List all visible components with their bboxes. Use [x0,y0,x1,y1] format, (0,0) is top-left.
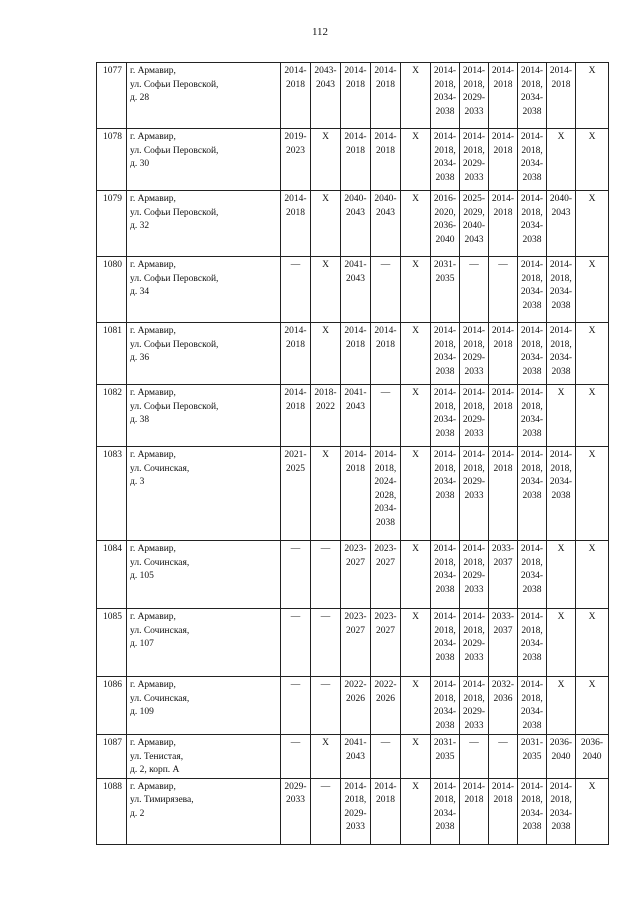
period-cell: — [281,609,311,677]
period-cell: 2014- 2018 [489,129,518,191]
table-row [97,385,609,447]
period-cell: 2014- 2018, 2034- 2038 [518,257,547,323]
period-cell: 2041- 2043 [341,385,371,447]
period-cell: 2016- 2020, 2036- 2040 [431,191,460,257]
period-cell: 2014- 2018 [489,778,518,844]
period-cell: 2014- 2018, 2034- 2038 [518,609,547,677]
page-number: 112 [311,26,329,38]
table-row [97,541,609,609]
period-cell: X [576,385,609,447]
period-cell: — [371,385,401,447]
period-cell: X [401,385,431,447]
period-cell: 2014- 2018, 2029- 2033 [460,677,489,735]
period-cell: 2040- 2043 [341,191,371,257]
period-cell: 2014- 2018, 2024- 2028, 2034- 2038 [371,447,401,541]
period-cell: X [401,778,431,844]
period-cell: 2014- 2018, 2034- 2038 [431,609,460,677]
period-cell: 2014- 2018, 2034- 2038 [547,323,576,385]
period-cell: 2032- 2036 [489,677,518,735]
period-cell: 2014- 2018 [489,385,518,447]
period-cell: X [311,191,341,257]
period-cell: 2014- 2018, 2029- 2033 [341,778,371,844]
period-cell: X [311,735,341,779]
period-cell: — [311,778,341,844]
object-number-cell: 1084 [97,541,127,609]
period-cell: 2025- 2029, 2040- 2043 [460,191,489,257]
period-cell: 2014- 2018, 2034- 2038 [431,447,460,541]
period-cell: 2014- 2018, 2034- 2038 [518,385,547,447]
period-cell: 2014- 2018, 2034- 2038 [431,129,460,191]
period-cell: 2014- 2018, 2034- 2038 [547,257,576,323]
period-cell: 2014- 2018, 2034- 2038 [431,63,460,129]
period-cell: 2014- 2018 [489,63,518,129]
period-cell: 2014- 2018 [371,129,401,191]
object-number-cell: 1085 [97,609,127,677]
period-cell: 2014- 2018 [281,323,311,385]
address-cell: г. Армавир, ул. Сочинская, д. 105 [127,541,281,609]
period-cell: 2033- 2037 [489,609,518,677]
period-cell: 2014- 2018, 2034- 2038 [431,541,460,609]
table-row [97,257,609,323]
period-cell: — [311,541,341,609]
address-cell: г. Армавир, ул. Сочинская, д. 109 [127,677,281,735]
period-cell: — [311,677,341,735]
address-cell: г. Армавир, ул. Софьи Перовской, д. 32 [127,191,281,257]
period-cell: 2023- 2027 [341,541,371,609]
period-cell: X [576,541,609,609]
table-row [97,191,609,257]
address-cell: г. Армавир, ул. Софьи Перовской, д. 34 [127,257,281,323]
period-cell: X [401,323,431,385]
period-cell: 2014- 2018 [371,323,401,385]
period-cell: 2041- 2043 [341,257,371,323]
object-number-cell: 1088 [97,778,127,844]
object-number-cell: 1087 [97,735,127,779]
period-cell: 2031- 2035 [431,735,460,779]
period-cell: — [281,735,311,779]
period-cell: — [281,541,311,609]
object-number-cell: 1080 [97,257,127,323]
period-cell: — [311,609,341,677]
period-cell: X [547,129,576,191]
period-cell: 2014- 2018 [341,323,371,385]
period-cell: — [489,257,518,323]
object-number-cell: 1078 [97,129,127,191]
address-cell: г. Армавир, ул. Софьи Перовской, д. 38 [127,385,281,447]
period-cell: 2014- 2018, 2029- 2033 [460,385,489,447]
period-cell: 2018- 2022 [311,385,341,447]
period-cell: 2014- 2018, 2029- 2033 [460,129,489,191]
period-cell: 2014- 2018 [341,129,371,191]
period-cell: 2014- 2018, 2034- 2038 [547,778,576,844]
period-cell: 2031- 2035 [431,257,460,323]
period-cell: 2022- 2026 [341,677,371,735]
period-cell: X [311,257,341,323]
period-cell: X [401,257,431,323]
period-cell: 2014- 2018, 2034- 2038 [518,191,547,257]
period-cell: — [371,257,401,323]
period-cell: 2014- 2018, 2034- 2038 [518,129,547,191]
period-cell: X [401,63,431,129]
period-cell: 2014- 2018, 2034- 2038 [431,385,460,447]
period-cell: X [311,323,341,385]
period-cell: X [401,129,431,191]
period-cell: X [576,447,609,541]
table-row [97,129,609,191]
period-cell: 2014- 2018, 2034- 2038 [518,677,547,735]
period-cell: 2014- 2018 [341,447,371,541]
period-cell: X [401,191,431,257]
object-number-cell: 1079 [97,191,127,257]
period-cell: 2014- 2018 [489,191,518,257]
period-cell: X [547,385,576,447]
object-number-cell: 1086 [97,677,127,735]
period-cell: 2014- 2018 [341,63,371,129]
period-cell: X [401,677,431,735]
period-cell: 2041- 2043 [341,735,371,779]
period-cell: 2014- 2018, 2034- 2038 [518,541,547,609]
period-cell: — [281,257,311,323]
period-cell: 2014- 2018 [489,447,518,541]
period-cell: X [576,129,609,191]
period-cell: 2019- 2023 [281,129,311,191]
period-cell: — [281,677,311,735]
period-cell: X [311,447,341,541]
table-row [97,447,609,541]
period-cell: X [401,447,431,541]
period-cell: 2014- 2018 [281,385,311,447]
period-cell: 2036- 2040 [576,735,609,779]
period-cell: 2014- 2018 [460,778,489,844]
table-row [97,677,609,735]
period-cell: 2014- 2018, 2034- 2038 [547,447,576,541]
period-cell: 2014- 2018, 2034- 2038 [431,677,460,735]
period-cell: 2023- 2027 [341,609,371,677]
period-cell: X [576,609,609,677]
period-cell: 2014- 2018, 2029- 2033 [460,323,489,385]
address-cell: г. Армавир, ул. Тимирязева, д. 2 [127,778,281,844]
period-cell: X [547,541,576,609]
period-cell: X [576,191,609,257]
period-cell: — [489,735,518,779]
table-row [97,735,609,779]
period-cell: 2023- 2027 [371,609,401,677]
period-cell: 2036- 2040 [547,735,576,779]
period-cell: X [576,677,609,735]
period-cell: 2033- 2037 [489,541,518,609]
address-cell: г. Армавир, ул. Сочинская, д. 3 [127,447,281,541]
period-cell: 2014- 2018 [281,191,311,257]
table-row [97,609,609,677]
period-cell: X [576,257,609,323]
period-cell: X [576,778,609,844]
period-cell: 2043- 2043 [311,63,341,129]
period-cell: 2014- 2018, 2029- 2033 [460,541,489,609]
period-cell: X [401,541,431,609]
period-cell: 2022- 2026 [371,677,401,735]
period-cell: 2040- 2043 [547,191,576,257]
period-cell: X [401,735,431,779]
period-cell: 2014- 2018, 2034- 2038 [518,323,547,385]
period-cell: 2014- 2018 [281,63,311,129]
object-number-cell: 1083 [97,447,127,541]
period-cell: — [371,735,401,779]
address-cell: г. Армавир, ул. Софьи Перовской, д. 36 [127,323,281,385]
period-cell: 2014- 2018, 2034- 2038 [431,778,460,844]
period-cell: 2014- 2018 [371,63,401,129]
period-cell: X [401,609,431,677]
period-cell: 2014- 2018 [371,778,401,844]
period-cell: 2014- 2018 [547,63,576,129]
period-cell: X [576,323,609,385]
period-cell: 2014- 2018, 2034- 2038 [518,63,547,129]
object-number-cell: 1081 [97,323,127,385]
period-cell: X [311,129,341,191]
period-cell: 2031- 2035 [518,735,547,779]
table-row [97,778,609,844]
period-cell: 2014- 2018, 2029- 2033 [460,609,489,677]
period-cell: X [576,63,609,129]
period-cell: — [460,257,489,323]
period-cell: X [547,677,576,735]
address-cell: г. Армавир, ул. Тенистая, д. 2, корп. А [127,735,281,779]
period-cell: 2014- 2018, 2034- 2038 [518,447,547,541]
table-row [97,63,609,129]
period-cell: 2014- 2018, 2029- 2033 [460,447,489,541]
object-number-cell: 1082 [97,385,127,447]
table-row [97,323,609,385]
period-cell: 2014- 2018, 2034- 2038 [518,778,547,844]
address-cell: г. Армавир, ул. Софьи Перовской, д. 30 [127,129,281,191]
period-cell: 2021- 2025 [281,447,311,541]
object-number-cell: 1077 [97,63,127,129]
address-cell: г. Армавир, ул. Софьи Перовской, д. 28 [127,63,281,129]
period-cell: X [547,609,576,677]
period-cell: 2014- 2018, 2034- 2038 [431,323,460,385]
period-cell: 2029- 2033 [281,778,311,844]
registry-table [96,62,609,845]
period-cell: 2014- 2018, 2029- 2033 [460,63,489,129]
period-cell: 2040- 2043 [371,191,401,257]
period-cell: 2023- 2027 [371,541,401,609]
period-cell: 2014- 2018 [489,323,518,385]
period-cell: — [460,735,489,779]
address-cell: г. Армавир, ул. Сочинская, д. 107 [127,609,281,677]
